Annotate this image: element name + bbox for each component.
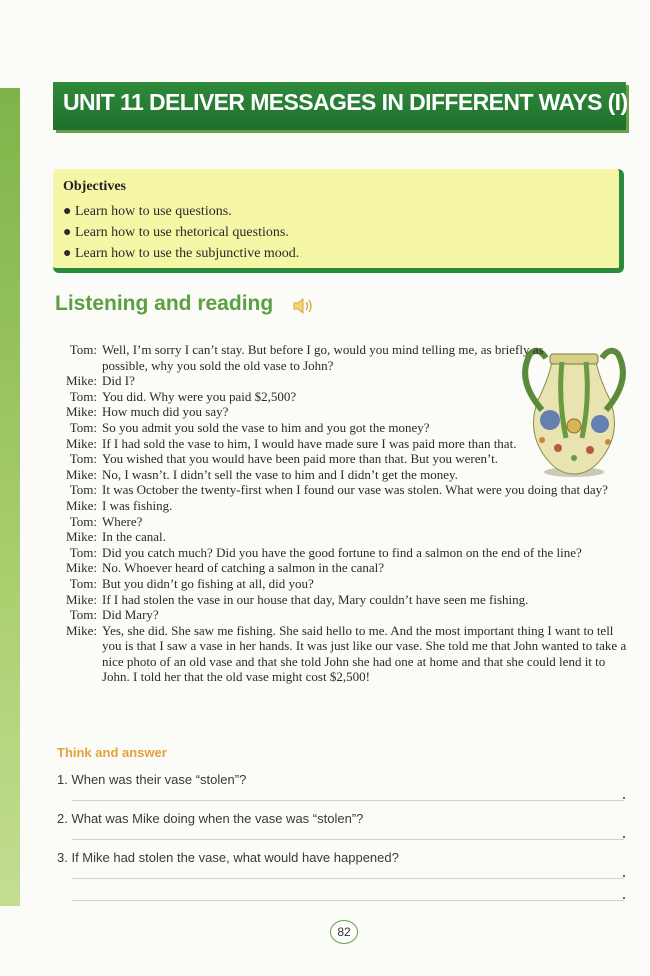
dialogue-line (60, 467, 635, 483)
bullet-icon: ● (63, 204, 72, 219)
speaker-name: Tom: (69, 575, 97, 591)
speaker-name: Tom: (69, 342, 97, 357)
objective-text: Learn how to use the subjunctive mood. (74, 246, 300, 261)
speaker-name: Mike: (65, 591, 97, 607)
dialogue-line (60, 560, 635, 576)
question-1: 1. When was their vase “stolen”? (57, 772, 247, 787)
speaker-name: Mike: (65, 560, 97, 576)
question-3: 3. If Mike had stolen the vase, what would have happened? (57, 850, 399, 865)
speaker-name: Mike: (65, 497, 97, 513)
speech-text: Where? (102, 513, 143, 529)
line-end-dot (623, 797, 625, 799)
dialogue-line (60, 373, 635, 389)
speaker-name: Mike: (65, 529, 97, 545)
side-decoration-bar (0, 88, 20, 906)
objective-text: Learn how to use rhetorical questions. (74, 225, 289, 240)
dialogue-line (60, 420, 635, 436)
question-2: 2. What was Mike doing when the vase was “stolen”? (57, 811, 364, 826)
speaker-name: Tom: (69, 388, 97, 404)
speech-text: No, I wasn’t. I didn’t sell the vase to him and I didn’t get the money. (102, 466, 458, 482)
speech-text: I was fishing. (102, 497, 173, 513)
speaker-name: Tom: (69, 513, 97, 529)
speech-text: But you didn’t go fishing at all, did you? (102, 575, 314, 591)
speaker-name: Mike: (65, 466, 97, 482)
page-number-badge (330, 920, 358, 944)
think-and-answer-heading: Think and answer (57, 745, 167, 760)
speaker-name: Mike: (65, 435, 97, 451)
line-end-dot (623, 836, 625, 838)
speaker-name: Tom: (69, 482, 97, 498)
answer-line-2[interactable] (72, 839, 624, 840)
bullet-icon: ● (63, 246, 72, 261)
speech-text: How much did you say? (102, 404, 229, 420)
objective-text: Learn how to use questions. (74, 204, 232, 219)
dialogue-line (60, 389, 635, 405)
speaker-name: Tom: (69, 607, 97, 623)
dialogue-line (60, 529, 635, 545)
objectives-box (53, 169, 624, 273)
answer-line-3[interactable] (72, 878, 624, 879)
speech-text: Did you catch much? Did you have the good fortune to find a salmon on the end of the line? (102, 544, 582, 560)
speech-text: If I had sold the vase to him, I would have made sure I was paid more than that. (102, 435, 517, 451)
dialogue-line (60, 514, 635, 530)
speech-text: It was October the twenty-first when I found our vase was stolen. What were you doing that day? (102, 482, 608, 498)
speaker-name: Tom: (69, 419, 97, 435)
speaker-name: Tom: (69, 451, 97, 467)
speaker-name: Mike: (65, 622, 97, 638)
speech-text: Did I? (102, 373, 135, 389)
objective-item (63, 201, 299, 222)
speaker-name: Mike: (65, 404, 97, 420)
speech-text: Did Mary? (102, 607, 159, 623)
line-end-dot (623, 897, 625, 899)
speech-text: You wished that you would have been paid more than that. But you weren’t. (102, 451, 498, 467)
section-title: Listening and reading (55, 292, 274, 315)
dialogue-line (60, 576, 635, 592)
speaker-name: Tom: (69, 544, 97, 560)
speech-text: Yes, she did. She saw me fishing. She said hello to me. And the most important thing I want to tell you is that I saw a vase in her hands. It was just like our vase. She told me that John wanted to take a nice photo of an old vase and that she told John she had one at home and that she could lend it to John. I told her that the old vase might cost $2,500! (102, 622, 627, 685)
objectives-list (63, 201, 299, 264)
speech-text: You did. Why were you paid $2,500? (102, 388, 297, 404)
unit-title: UNIT 11 DELIVER MESSAGES IN DIFFERENT WAYS (I) (63, 89, 628, 115)
speaker-audio-icon[interactable] (292, 295, 316, 317)
answer-line-1[interactable] (72, 800, 624, 801)
dialogue-line (60, 623, 635, 685)
objective-item (63, 243, 299, 264)
objective-item (63, 222, 299, 243)
dialogue-line (60, 592, 635, 608)
dialogue-line (60, 404, 635, 420)
dialogue-text (60, 342, 635, 685)
dialogue-line (60, 436, 635, 452)
dialogue-line (60, 545, 635, 561)
speech-text: So you admit you sold the vase to him and you got the money? (102, 419, 430, 435)
dialogue-line (60, 607, 635, 623)
speech-text: Well, I’m sorry I can’t stay. But before I go, would you mind telling me, as briefly as possible, why you sold the old vase to John? (102, 342, 544, 373)
page-number: 82 (337, 925, 351, 939)
unit-banner (53, 82, 626, 130)
speech-text: In the canal. (102, 529, 166, 545)
bullet-icon: ● (63, 225, 72, 240)
objectives-heading: Objectives (63, 179, 126, 194)
dialogue-line (60, 342, 635, 373)
line-end-dot (623, 875, 625, 877)
speech-text: If I had stolen the vase in our house that day, Mary couldn’t have seen me fishing. (102, 591, 529, 607)
answer-line-4[interactable] (72, 900, 624, 901)
speaker-name: Mike: (65, 373, 97, 389)
speech-text: No. Whoever heard of catching a salmon in the canal? (102, 560, 385, 576)
dialogue-line (60, 498, 635, 514)
dialogue-line (60, 482, 635, 498)
dialogue-line (60, 451, 635, 467)
